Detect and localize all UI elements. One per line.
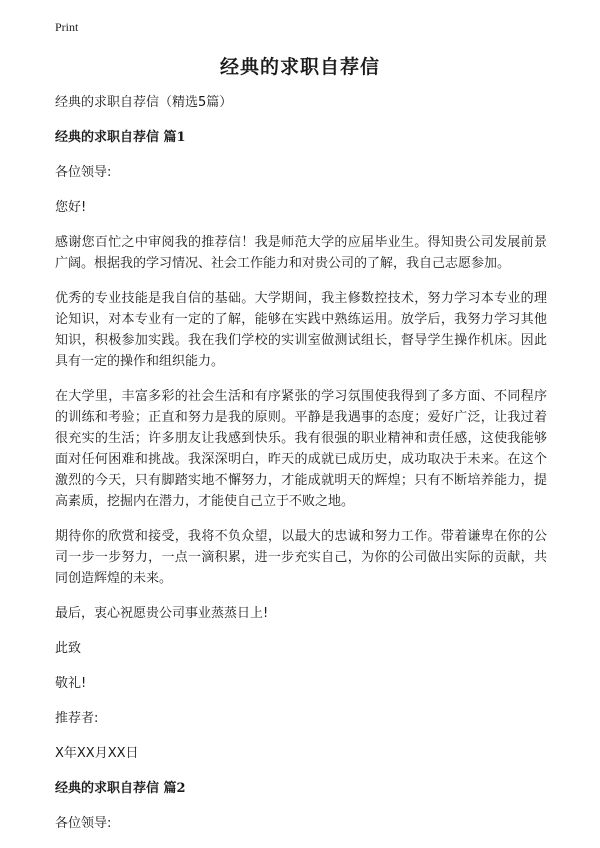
section-heading-2: 经典的求职自荐信 篇2 (55, 781, 186, 796)
paragraph: 最后，衷心祝愿贵公司事业蒸蒸日上! (55, 606, 269, 621)
section-heading-1: 经典的求职自荐信 篇1 (55, 130, 186, 145)
paragraph: 优秀的专业技能是我自信的基础。大学期间，我主修数控技术，努力学习本专业的理论知识，对本专业有一定的了解，能够在实践中熟练运用。放学后，我努力学习其他知识，积极参加实践。我在我们学校的实训室做测试组长，督导学生操作机床。因此具有一定的操作和组织能力。 (55, 291, 547, 369)
signature-label: 推荐者: (55, 711, 99, 726)
date-line: X年XX月XX日 (55, 746, 139, 761)
print-link[interactable]: Print (55, 20, 79, 34)
document-subtitle: 经典的求职自荐信（精选5篇） (55, 95, 233, 110)
salutation: 各位领导: (55, 816, 112, 831)
page-title: 经典的求职自荐信 (219, 56, 380, 78)
document-body (55, 92, 547, 848)
paragraph: 在大学里，丰富多彩的社会生活和有序紧张的学习氛围使我得到了多方面、不同程序的训练和考验；正直和努力是我的原则。平静是我遇事的态度；爱好广泛，让我过着很充实的生活；许多朋友让我感到快乐。我有很强的职业精神和责任感，这使我能够面对任何困难和挑战。我深深明白，昨天的成就已成历史，成功取决于未来。在这个激烈的今天，只有脚踏实地不懈努力，才能成就明天的辉煌；只有不断培养能力，提高素质，挖掘内在潜力，才能使自己立于不败之地。 (55, 389, 547, 509)
salutation: 各位领导: (55, 165, 112, 180)
greeting: 您好! (55, 200, 87, 215)
closing-salute: 敬礼! (55, 676, 87, 691)
paragraph: 期待你的欣赏和接受，我将不负众望，以最大的忠诚和努力工作。带着谦卑在你的公司一步一步努力，一点一滴积累，进一步充实自己，为你的公司做出实际的贡献，共同创造辉煌的未来。 (55, 529, 547, 586)
paragraph: 感谢您百忙之中审阅我的推荐信！我是师范大学的应届毕业生。得知贵公司发展前景广阔。根据我的学习情况、社会工作能力和对贵公司的了解，我自己志愿参加。 (55, 235, 547, 271)
closing-line: 此致 (55, 641, 82, 656)
